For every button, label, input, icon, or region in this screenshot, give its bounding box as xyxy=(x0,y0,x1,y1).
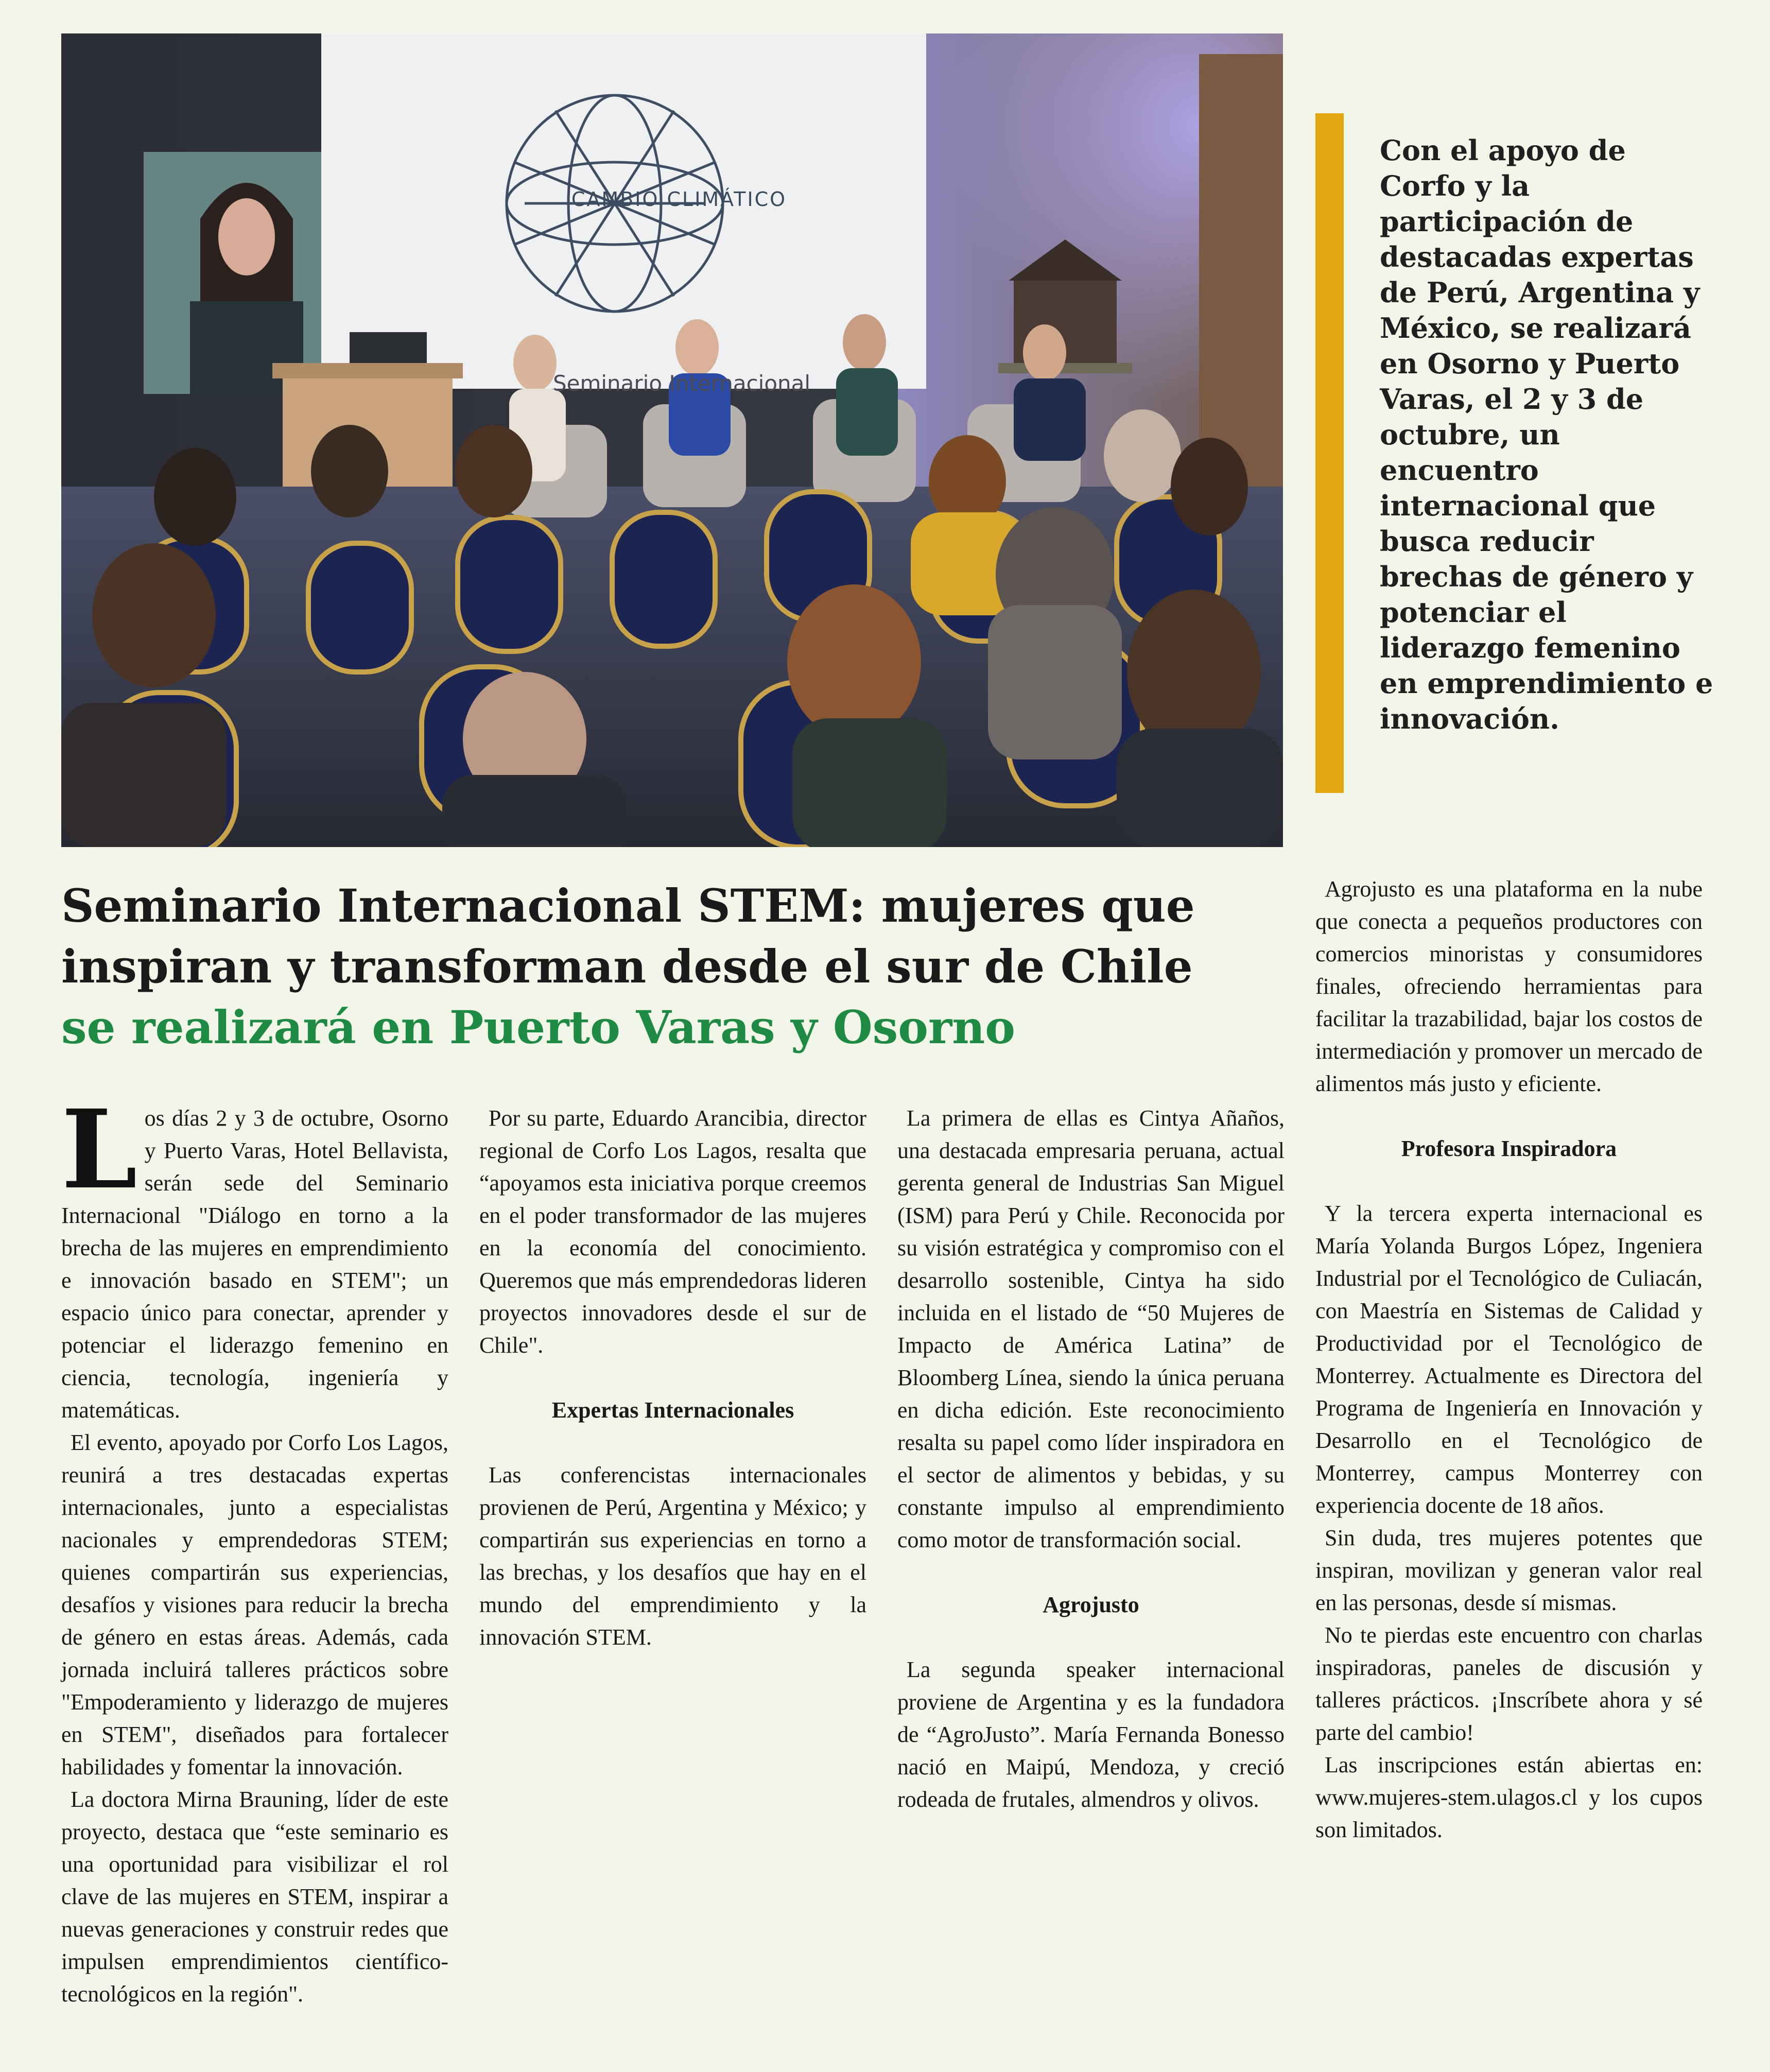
article-column-1 xyxy=(61,1086,448,2010)
paragraph-4: Por su parte, Eduardo Arancibia, director regional de Corfo Los Lagos, resalta que “apoyamos esta iniciativa porque creemos en el poder transformador de las mujeres en la economía del conocimiento. Queremos que más emprendedoras lideren proyectos innovadores desde el sur de Chile". xyxy=(479,1106,866,1358)
pull-quote-bar xyxy=(1315,113,1344,793)
headline-line-1: Seminario Internacional STEM: mujeres que xyxy=(61,879,1195,933)
headline xyxy=(61,875,1287,1058)
subheading-agrojusto: Agrojusto xyxy=(1043,1592,1139,1617)
paragraph-8: Agrojusto es una plataforma en la nube que conecta a pequeños productores con comercios minoristas y consumidores finales, ofreciendo herramientas para facilitar la trazabilidad, bajar los costos de intermediación y promover un mercado de alimentos más justo y eficiente. xyxy=(1315,876,1703,1096)
subheading-profesora: Profesora Inspiradora xyxy=(1401,1136,1617,1161)
pull-quote: Con el apoyo de Corfo y la participación de destacadas expertas de Perú, Argentina y México, se realizará en Osorno y Puerto Varas, el 2 y 3 de octubre, un encuentro internacional que busca reducir brechas de género y potenciar el liderazgo femenino en emprendimiento e innovación. xyxy=(1380,134,1713,735)
article-column-2 xyxy=(479,1102,866,1653)
seminar-photo-illustration xyxy=(61,33,1283,847)
seminar-photo xyxy=(61,33,1283,847)
paragraph-3: La doctora Mirna Brauning, líder de este proyecto, destaca que “este seminario es una oportunidad para visibilizar el rol clave de las mujeres en STEM, inspirar a nuevas generaciones y construir redes que impulsen emprendimientos científico-tecnológicos en la región". xyxy=(61,1787,448,2007)
paragraph-11: No te pierdas este encuentro con charlas inspiradoras, paneles de discusión y talleres prácticos. ¡Inscríbete ahora y sé parte del cambio! xyxy=(1315,1622,1703,1745)
screen-title: CAMBIO CLIMÁTICO xyxy=(571,188,787,211)
screen-subtitle: Seminario Internacional xyxy=(552,371,811,396)
paragraph-1-text: os días 2 y 3 de octubre, Osorno y Puerto Varas, Hotel Bellavista, serán sede del Seminario Internacional "Diálogo en torno a la brecha de las mujeres en emprendimiento e innovación basado en STEM"; un espacio único para conectar, aprender y potenciar el liderazgo femenino en ciencia, tecnología, ingeniería y matemáticas. xyxy=(61,1106,448,1423)
headline-line-2: inspiran y transforman desde el sur de Chile xyxy=(61,940,1193,993)
paragraph-1 xyxy=(61,1086,448,1426)
subheading-expertas: Expertas Internacionales xyxy=(551,1397,794,1423)
headline-line-3: se realizará en Puerto Varas y Osorno xyxy=(61,1000,1015,1054)
paragraph-6: La primera de ellas es Cintya Añaños, una destacada empresaria peruana, actual gerenta general de Industrias San Miguel (ISM) para Perú y Chile. Reconocida por su visión estratégica y compromiso con el desarrollo sostenible, Cintya ha sido incluida en el listado de “50 Mujeres de Impacto de América Latina” de Bloomberg Línea, siendo la única peruana en dicha edición. Este reconocimiento resalta su papel como líder inspiradora en el sector de alimentos y bebidas, y su constante impulso al emprendimiento como motor de transformación social. xyxy=(897,1106,1285,1552)
paragraph-7: La segunda speaker internacional proviene de Argentina y es la fundadora de “AgroJusto”. María Fernanda Bonesso nació en Maipú, Mendoza, y creció rodeada de frutales, almendros y olivos. xyxy=(897,1657,1285,1812)
paragraph-10: Sin duda, tres mujeres potentes que inspiran, movilizan y generan valor real en las personas, desde sí mismas. xyxy=(1315,1525,1703,1615)
article-column-3 xyxy=(897,1102,1285,1816)
paragraph-9: Y la tercera experta internacional es María Yolanda Burgos López, Ingeniera Industrial por el Tecnológico de Culiacán, con Maestría en Sistemas de Calidad y Productividad por el Tecnológico de Monterrey. Actualmente es Directora del Programa de Ingeniería en Innovación y Desarrollo en el Tecnológico de Monterrey, campus Monterrey con experiencia docente de 18 años. xyxy=(1315,1201,1703,1518)
drop-cap: L xyxy=(61,1086,137,1213)
paragraph-12: Las inscripciones están abiertas en: www.mujeres-stem.ulagos.cl y los cupos son limitados. xyxy=(1315,1752,1703,1842)
paragraph-2: El evento, apoyado por Corfo Los Lagos, reunirá a tres destacadas expertas internacionales, junto a especialistas nacionales y emprendedoras STEM; quienes compartirán sus experiencias, desafíos y visiones para reducir la brecha de género en estas áreas. Además, cada jornada incluirá talleres prácticos sobre "Empoderamiento y liderazgo de mujeres en STEM", diseñados para fortalecer habilidades y fomentar la innovación. xyxy=(61,1430,448,1780)
article-column-4 xyxy=(1315,873,1703,1846)
paragraph-5: Las conferencistas internacionales provienen de Perú, Argentina y México; y compartirán sus experiencias en torno a las brechas, y los desafíos que hay en el mundo del emprendimiento y la innovación STEM. xyxy=(479,1462,866,1650)
